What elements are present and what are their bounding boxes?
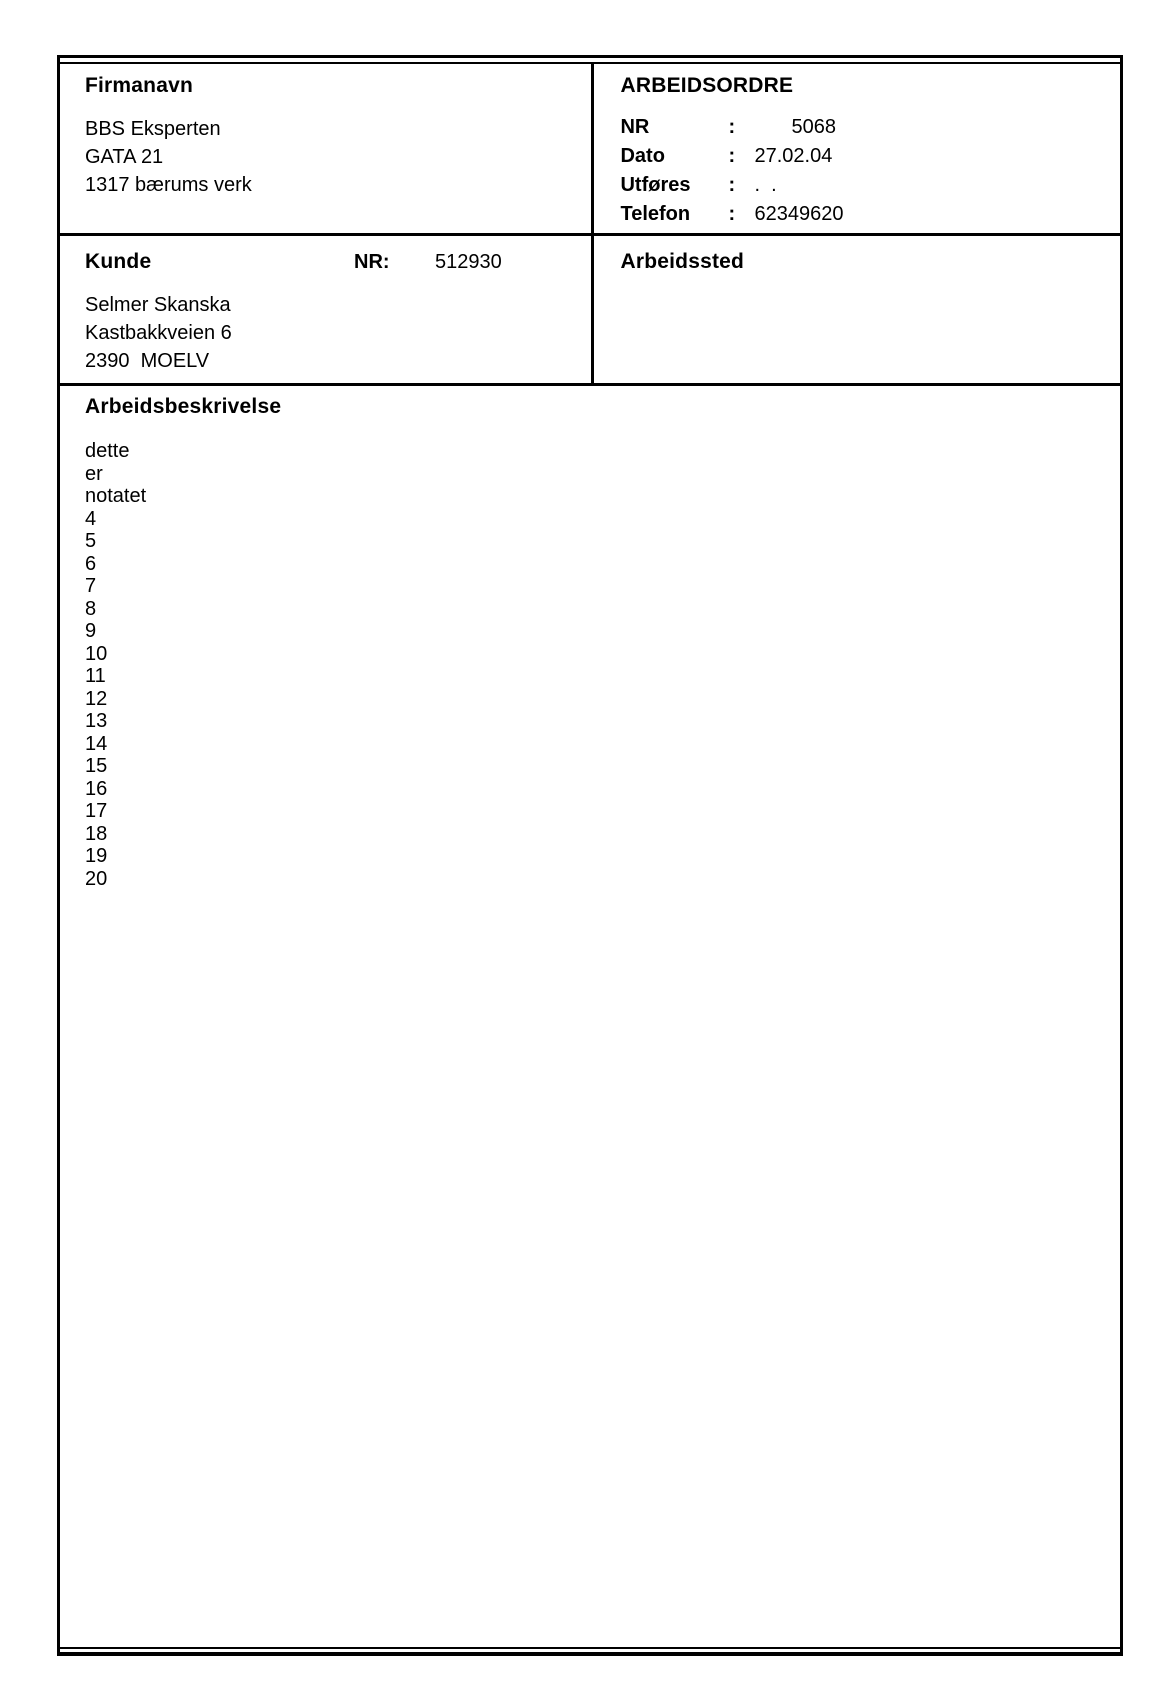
order-number-value: 5068 <box>791 116 836 138</box>
text-line: er <box>85 462 103 485</box>
work-order-form <box>57 55 1123 1656</box>
order-phone-row <box>620 200 1110 229</box>
worksite-section <box>594 236 1120 386</box>
order-due-colon: : <box>728 174 736 196</box>
text-line: 9 <box>85 620 97 642</box>
text-line: 13 <box>85 710 108 732</box>
work-order-section <box>594 64 1120 236</box>
text-line: 6 <box>85 552 97 575</box>
order-date-value: 27.02.04 <box>754 145 833 167</box>
order-number-label: NR <box>620 116 650 138</box>
text-line: 11 <box>85 665 106 687</box>
text-line: BBS Eksperten <box>85 118 221 140</box>
text-line: Selmer Skanska <box>85 294 231 316</box>
company-section-heading: Firmanavn <box>85 74 193 97</box>
text-line: notatet <box>85 485 147 507</box>
work-description-heading: Arbeidsbeskrivelse <box>85 395 282 418</box>
text-line: 4 <box>85 507 97 530</box>
customer-number-label: NR: <box>354 251 390 273</box>
company-address <box>85 115 581 199</box>
order-phone-label: Telefon <box>620 203 691 225</box>
text-line: 19 <box>85 845 108 867</box>
work-order-fields <box>620 113 1110 229</box>
text-line: 15 <box>85 755 108 777</box>
customer-number-value: 512930 <box>435 251 502 273</box>
text-line: 18 <box>85 822 108 845</box>
text-line: 8 <box>85 597 97 620</box>
order-due-value: . . <box>754 174 777 196</box>
text-line: 2390 MOELV <box>85 350 210 372</box>
order-phone-colon: : <box>728 203 736 225</box>
work-description-section <box>60 386 1120 890</box>
text-line: 1317 bærums verk <box>85 174 252 196</box>
order-number-row <box>620 113 1110 142</box>
work-description-text <box>85 440 1110 890</box>
order-date-row <box>620 142 1110 171</box>
order-date-label: Dato <box>620 145 665 167</box>
worksite-heading: Arbeidssted <box>620 250 745 273</box>
order-phone-value: 62349620 <box>754 203 844 225</box>
text-line: GATA 21 <box>85 146 164 168</box>
text-line: 7 <box>85 575 97 597</box>
order-due-row <box>620 171 1110 200</box>
text-line: 17 <box>85 800 108 822</box>
form-header-rows <box>60 64 1120 386</box>
order-date-colon: : <box>728 145 736 167</box>
customer-heading-row <box>85 250 581 274</box>
customer-section-heading: Kunde <box>85 250 152 273</box>
text-line: Kastbakkveien 6 <box>85 322 232 344</box>
text-line: 20 <box>85 867 108 890</box>
company-section <box>60 64 591 236</box>
work-order-heading: ARBEIDSORDRE <box>620 74 794 97</box>
text-line: 10 <box>85 642 108 665</box>
left-column <box>60 64 591 386</box>
order-due-label: Utføres <box>620 174 691 196</box>
text-line: 5 <box>85 530 97 552</box>
text-line: 12 <box>85 687 108 710</box>
right-column <box>591 64 1120 386</box>
text-line: dette <box>85 440 130 462</box>
customer-address <box>85 291 581 375</box>
customer-section <box>60 236 591 386</box>
text-line: 14 <box>85 732 108 755</box>
order-number-colon: : <box>728 116 736 138</box>
text-line: 16 <box>85 777 108 800</box>
bottom-double-rule <box>60 1647 1120 1649</box>
